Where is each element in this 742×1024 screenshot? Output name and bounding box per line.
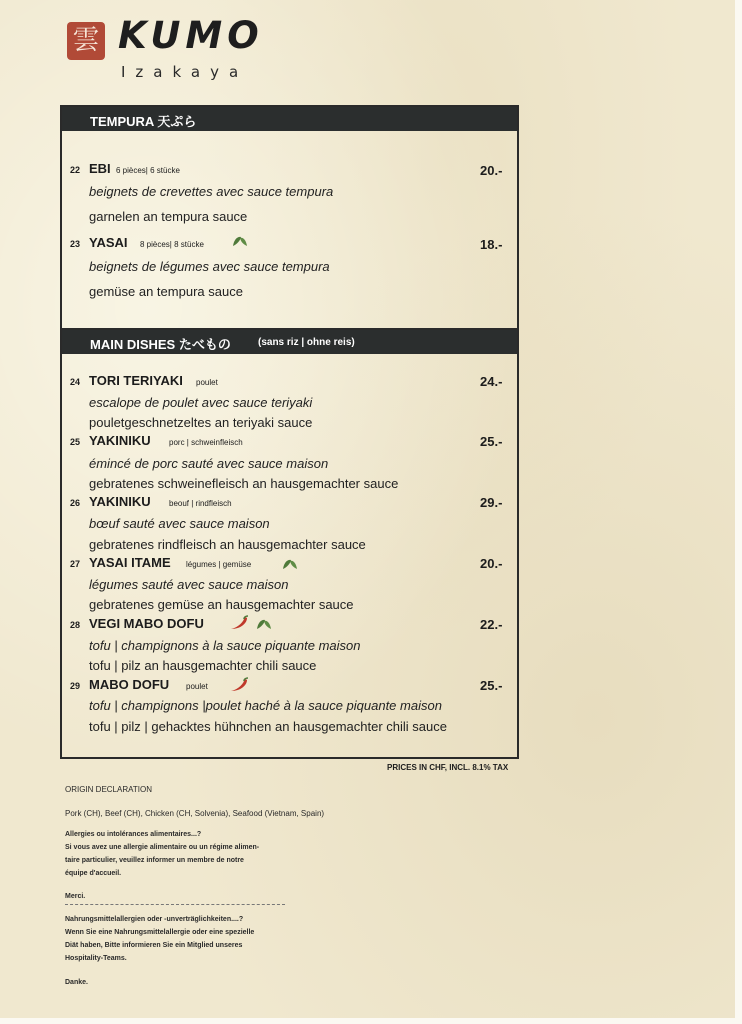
item-qty: 8 pièces| 8 stücke xyxy=(140,240,204,249)
item-desc-de: tofu | pilz an hausgemachter chili sauce xyxy=(89,658,317,673)
tax-note: PRICES IN CHF, INCL. 8.1% TAX xyxy=(387,763,509,772)
allergy-fr-line: taire particulier, veuillez informer un membre de notre xyxy=(65,857,244,864)
item-number: 23 xyxy=(70,239,81,249)
allergy-de-thanks: Danke. xyxy=(65,979,88,986)
origin-title: ORIGIN DECLARATION xyxy=(65,785,152,794)
item-price: 24.- xyxy=(480,374,503,389)
item-qty: légumes | gemüse xyxy=(186,560,252,569)
logo-seal: 雲 xyxy=(67,22,105,60)
item-number: 27 xyxy=(70,559,81,569)
item-desc-de: gebratenes gemüse an hausgemachter sauce xyxy=(89,597,354,612)
allergy-fr-thanks: Merci. xyxy=(65,893,86,900)
item-desc-de: gemüse an tempura sauce xyxy=(89,284,243,299)
allergy-fr-line: Si vous avez une allergie alimentaire ou un régime alimen- xyxy=(65,844,260,851)
item-qty: porc | schweinfleisch xyxy=(169,438,243,447)
chili-icon xyxy=(229,677,249,693)
scan-edge-right xyxy=(735,0,742,1024)
item-name: YASAI ITAME xyxy=(89,555,171,570)
item-desc-de: tofu | pilz | gehacktes hühnchen an hausgemachter chili sauce xyxy=(89,719,447,734)
logo-name: KUMO xyxy=(118,14,264,57)
item-number: 29 xyxy=(70,681,81,691)
item-name: YAKINIKU xyxy=(89,494,151,509)
allergy-de-line: Diät haben, Bitte informieren Sie ein Mitglied unseres xyxy=(65,942,243,949)
section-note: (sans riz | ohne reis) xyxy=(258,337,355,348)
item-price: 22.- xyxy=(480,617,503,632)
item-desc-fr: beignets de légumes avec sauce tempura xyxy=(89,259,330,274)
item-name: VEGI MABO DOFU xyxy=(89,616,204,631)
leaf-icon xyxy=(256,618,272,630)
divider xyxy=(65,904,285,905)
item-number: 25 xyxy=(70,437,81,447)
section-header xyxy=(62,330,517,354)
section-title: MAIN DISHES たべもの xyxy=(90,337,231,352)
item-qty: poulet xyxy=(186,682,208,691)
item-desc-de: garnelen an tempura sauce xyxy=(89,209,248,224)
origin-text: Pork (CH), Beef (CH), Chicken (CH, Solvenia), Seafood (Vietnam, Spain) xyxy=(65,809,325,818)
item-price: 20.- xyxy=(480,163,503,178)
item-name: EBI xyxy=(89,161,111,176)
item-name: YASAI xyxy=(89,235,128,250)
item-price: 29.- xyxy=(480,495,503,510)
item-desc-de: gebratenes schweinefleisch an hausgemachter sauce xyxy=(89,476,399,491)
leaf-icon xyxy=(282,558,298,570)
allergy-fr-line: Allergies ou intolérances alimentaires...? xyxy=(65,831,202,838)
scan-edge-bottom xyxy=(0,1018,742,1024)
allergy-de-line: Nahrungsmittelallergien oder -unverträglichkeiten....? xyxy=(65,916,244,923)
section-header xyxy=(62,107,517,131)
item-qty: poulet xyxy=(196,378,218,387)
item-desc-fr: bœuf sauté avec sauce maison xyxy=(89,516,270,531)
item-desc-fr: tofu | champignons |poulet haché à la sauce piquante maison xyxy=(89,698,442,713)
item-desc-de: gebratenes rindfleisch an hausgemachter sauce xyxy=(89,537,366,552)
section-title: TEMPURA 天ぷら xyxy=(90,114,197,129)
item-name: TORI TERIYAKI xyxy=(89,373,183,388)
item-name: YAKINIKU xyxy=(89,433,151,448)
item-number: 28 xyxy=(70,620,81,630)
item-price: 25.- xyxy=(480,678,503,693)
allergy-de-line: Wenn Sie eine Nahrungsmittelallergie oder eine spezielle xyxy=(65,929,255,936)
item-name: MABO DOFU xyxy=(89,677,170,692)
item-price: 25.- xyxy=(480,434,503,449)
leaf-icon xyxy=(232,235,248,247)
item-desc-fr: escalope de poulet avec sauce teriyaki xyxy=(89,395,313,410)
item-desc-fr: beignets de crevettes avec sauce tempura xyxy=(89,184,334,199)
allergy-de-line: Hospitality-Teams. xyxy=(65,955,127,962)
item-price: 20.- xyxy=(480,556,503,571)
item-number: 24 xyxy=(70,377,81,387)
allergy-fr-line: équipe d'accueil. xyxy=(65,870,122,877)
item-desc-de: pouletgeschnetzeltes an teriyaki sauce xyxy=(89,415,313,430)
item-desc-fr: tofu | champignons à la sauce piquante maison xyxy=(89,638,361,653)
item-number: 26 xyxy=(70,498,81,508)
item-number: 22 xyxy=(70,165,81,175)
logo-subtitle: Izakaya xyxy=(121,63,249,81)
item-desc-fr: émincé de porc sauté avec sauce maison xyxy=(89,456,329,471)
item-qty: beouf | rindfleisch xyxy=(169,499,232,508)
item-qty: 6 pièces| 6 stücke xyxy=(116,166,180,175)
item-desc-fr: légumes sauté avec sauce maison xyxy=(89,577,289,592)
item-price: 18.- xyxy=(480,237,503,252)
chili-icon xyxy=(229,615,249,631)
